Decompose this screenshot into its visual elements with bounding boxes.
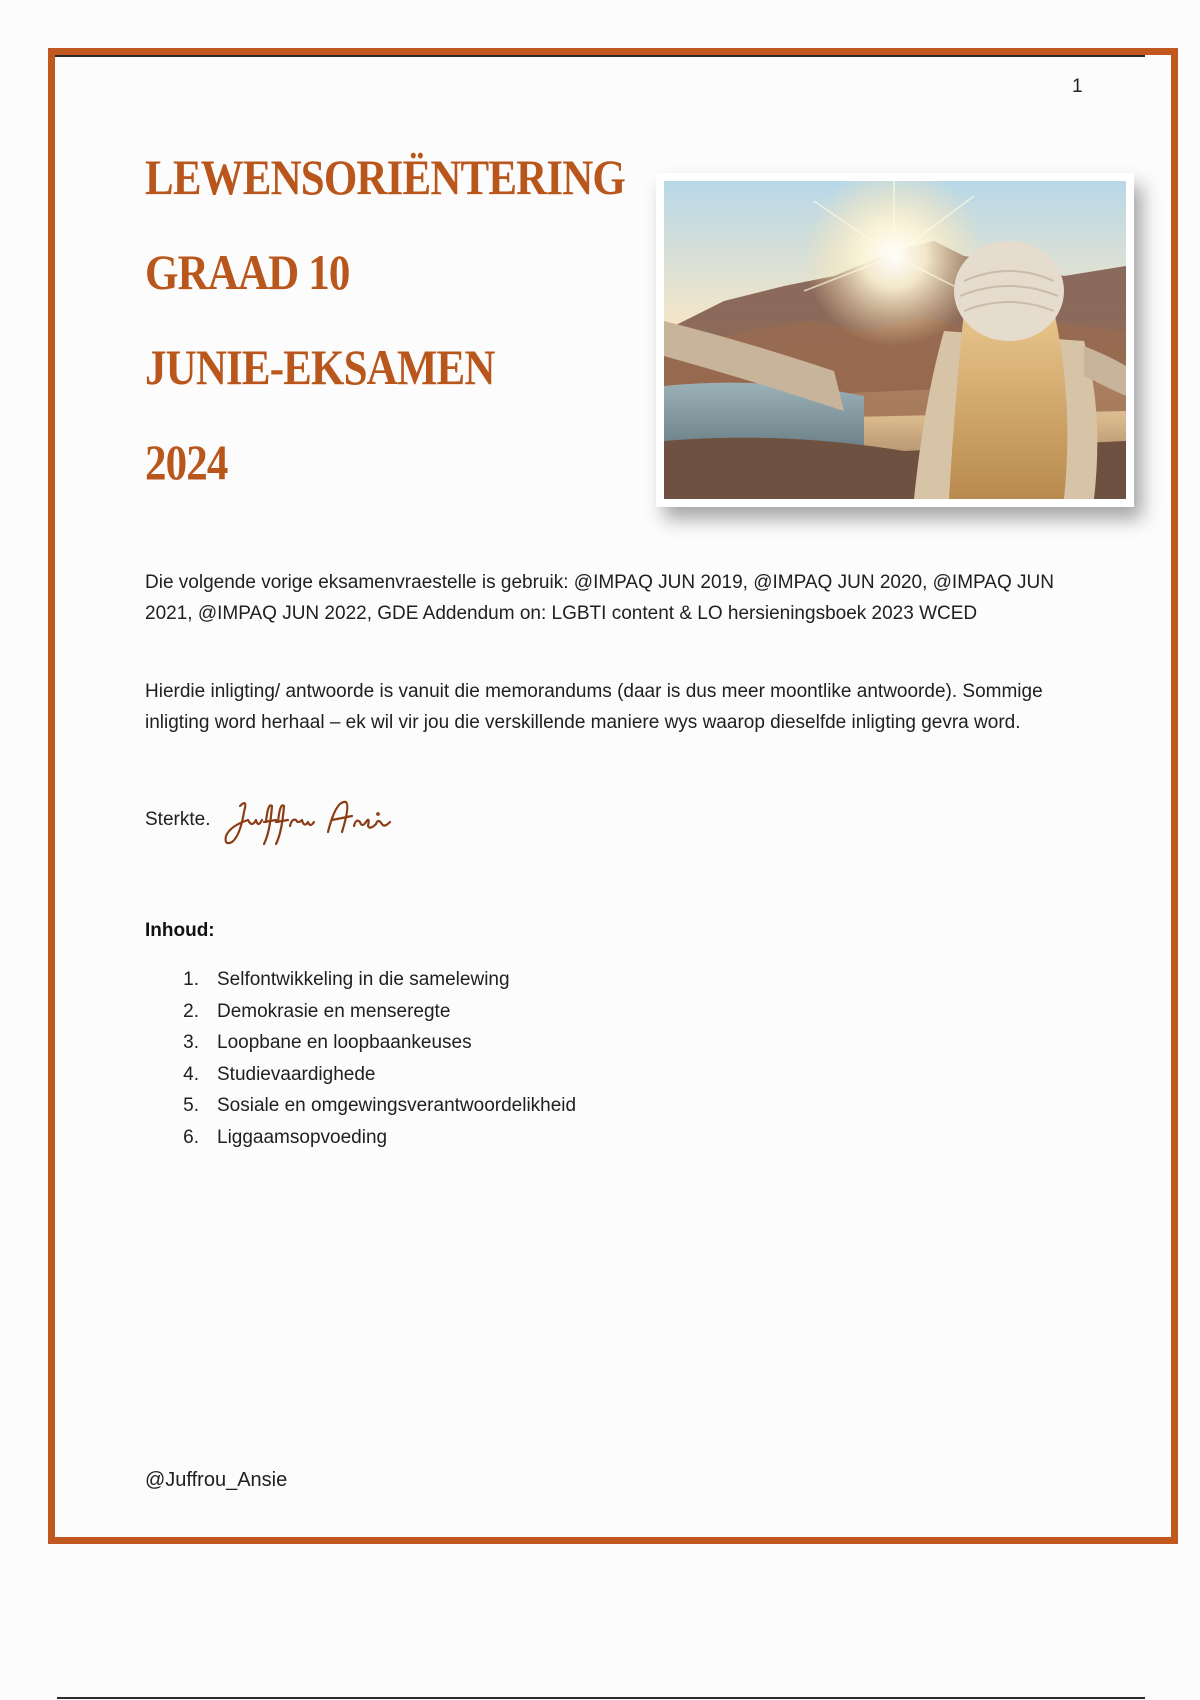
title-line-subject: LEWENSORIËNTERING [145,149,626,205]
contents-item-number: 2. [183,1000,199,1022]
woman-sunrise-photo-icon [664,181,1126,499]
contents-item-number: 6. [183,1126,199,1148]
document-title [145,142,625,522]
title-line-year: 2024 [145,434,228,490]
page-number: 1 [1072,76,1083,97]
contents-list [145,964,576,1153]
contents-item [145,1122,576,1154]
contents-item [145,964,576,996]
contents-item-number: 4. [183,1063,199,1085]
contents-item [145,1090,576,1122]
contents-item-number: 5. [183,1095,199,1116]
closing-row [145,790,398,850]
top-divider [55,55,1145,57]
contents-item-label: Loopbane en loopbaankeuses [217,1032,472,1053]
contents-heading: Inhoud: [145,920,215,941]
contents-item-number: 1. [183,969,199,990]
cover-photo [656,173,1134,507]
closing-text: Sterkte. [145,809,211,830]
author-handle: @Juffrou_Ansie [145,1469,288,1491]
contents-item-label: Liggaamsopvoeding [217,1126,388,1148]
contents-item-label: Selfontwikkeling in die samelewing [217,969,510,990]
contents-item-label: Demokrasie en menseregte [217,1000,451,1022]
handwritten-signature [218,792,398,848]
bottom-divider [57,1697,1145,1699]
intro-sources-paragraph: Die volgende vorige eksamenvraestelle is gebruik: @IMPAQ JUN 2019, @IMPAQ JUN 2020, @IMPAQ JUN 2021, @IMPAQ JUN 2022, GDE Addendum on: LGBTI content & LO hersieningsboek 2023 WCED [145,572,1054,624]
contents-item-label: Studievaardighede [217,1063,376,1085]
contents-item-label: Sosiale en omgewingsverantwoordelikheid [217,1095,577,1116]
intro-memorandum-paragraph: Hierdie inligting/ antwoorde is vanuit die memorandums (daar is dus meer moontlike antwoorde). Sommige inligting word herhaal – ek wil vir jou die verskillende maniere wys waarop dieselfde inligting gevra word. [145,681,1043,733]
title-line-exam: JUNIE-EKSAMEN [145,339,495,395]
contents-item-number: 3. [183,1032,199,1053]
contents-item [145,996,576,1028]
contents-item [145,1059,576,1091]
title-line-grade: GRAAD 10 [145,244,350,300]
contents-item [145,1027,576,1059]
